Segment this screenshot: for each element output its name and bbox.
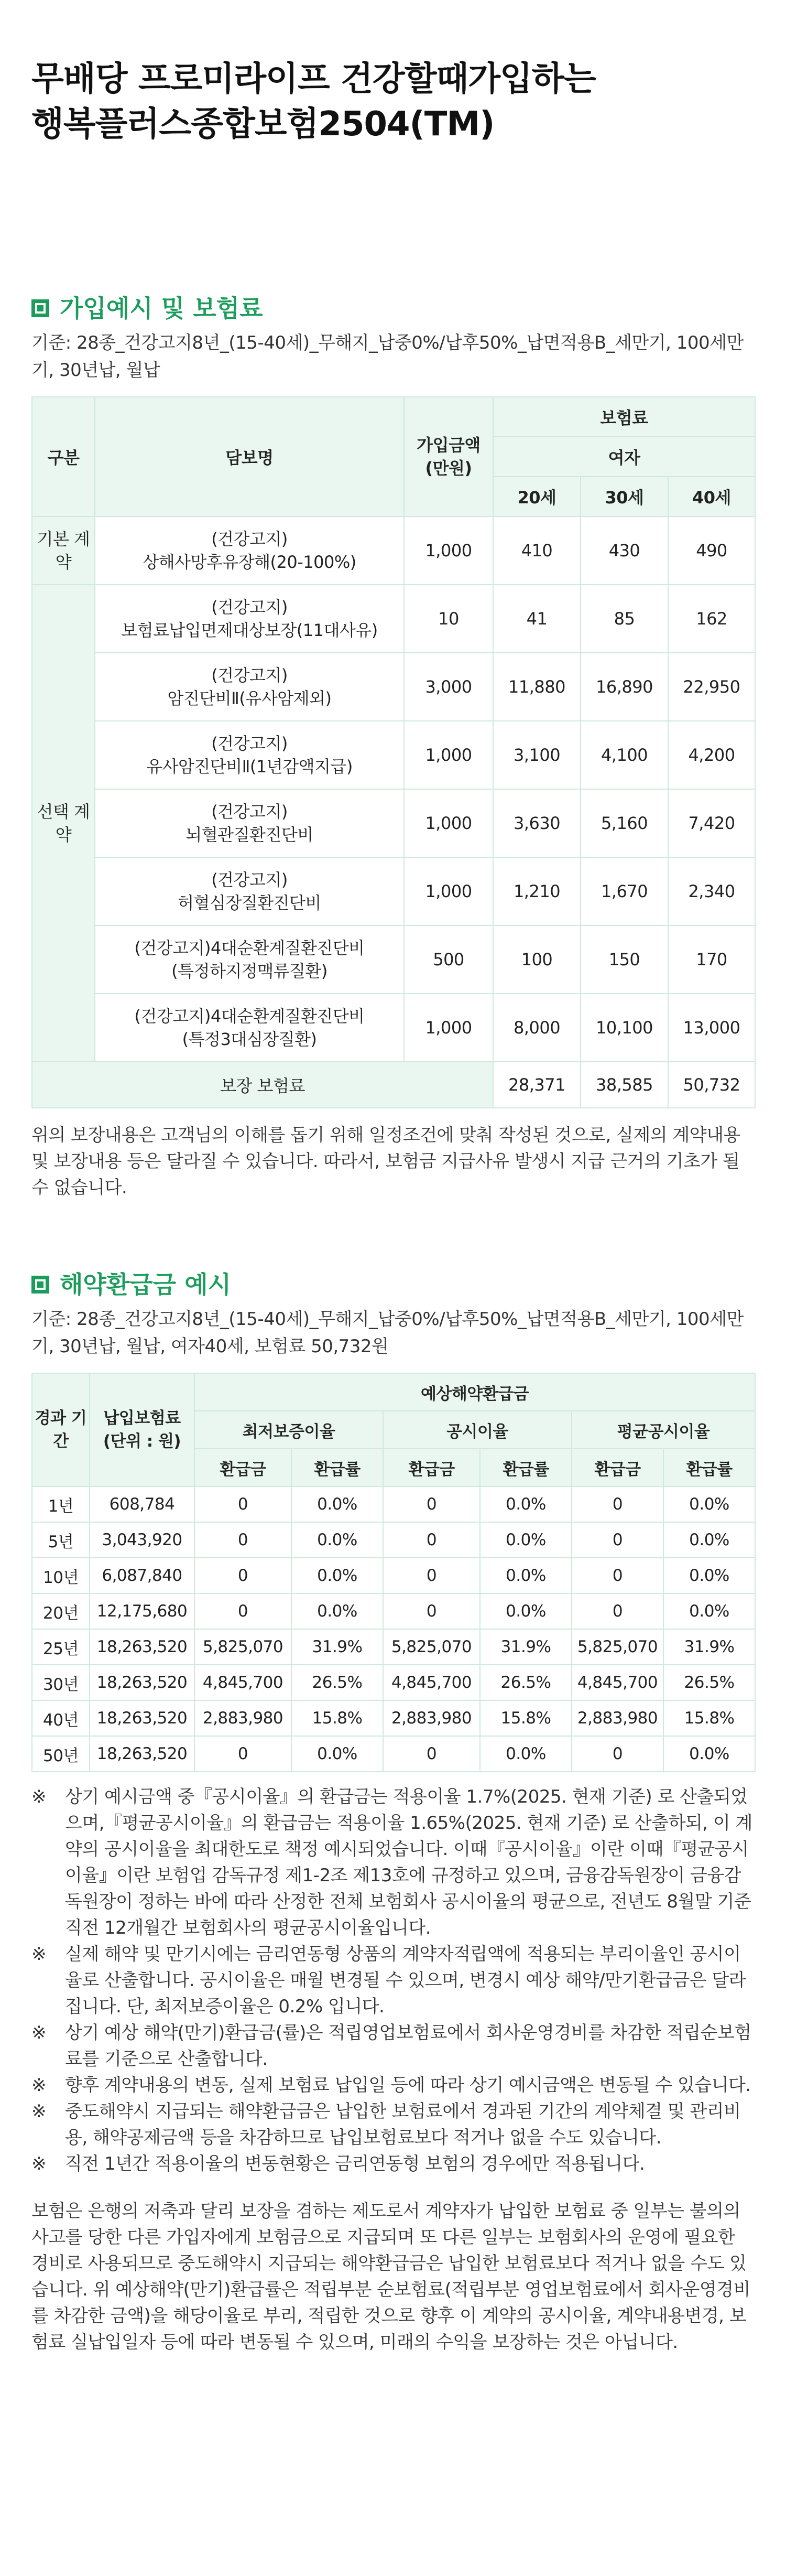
ratio-cell: 0.0%: [291, 1522, 383, 1558]
header-ratio: 환급률: [663, 1449, 755, 1486]
premium-cell: 7,420: [668, 789, 755, 857]
ratio-cell: 0.0%: [663, 1558, 755, 1593]
note-mark: ※: [31, 1944, 46, 1965]
note-item: [31, 1941, 755, 2020]
refund-cell: 4,845,700: [572, 1665, 663, 1700]
square-bullet-icon: [31, 299, 49, 317]
note-item: [31, 2151, 755, 2177]
criteria-text: 기준: 28종_건강고지8년_(15-40세)_무해지_납중0%/납후50%_납면적용B_세만기, 100세만기, 30년납, 월납: [31, 332, 744, 381]
refund-cell: 0: [572, 1522, 663, 1558]
paid-cell: 3,043,920: [90, 1522, 194, 1558]
note-mark: ※: [31, 2022, 46, 2043]
section-heading-text: 해약환급금 예시: [60, 1270, 232, 1299]
header-refund: 환급금: [572, 1449, 663, 1486]
premium-cell: 170: [668, 925, 755, 994]
premium-cell: 8,000: [493, 994, 581, 1062]
header-ratio: 환급률: [291, 1449, 383, 1486]
total-cell: 28,371: [493, 1062, 581, 1108]
table-row: [32, 789, 755, 857]
premium-cell: 41: [493, 585, 581, 653]
group-optional: 선택 계약: [32, 585, 95, 1062]
note-item: [31, 2072, 755, 2098]
refund-cell: 0: [383, 1736, 480, 1772]
paid-cell: 18,263,520: [90, 1629, 194, 1665]
section-premium-example: [31, 293, 755, 1201]
period-cell: 20년: [32, 1593, 90, 1629]
title-line-2: 행복플러스종합보험2504(TM): [31, 105, 495, 144]
ratio-cell: 0.0%: [663, 1486, 755, 1522]
table-row: [32, 1558, 755, 1593]
ratio-cell: 26.5%: [291, 1665, 383, 1700]
ratio-cell: 0.0%: [480, 1593, 572, 1629]
ratio-cell: 31.9%: [480, 1629, 572, 1665]
refund-cell: 0: [383, 1558, 480, 1593]
refund-cell: 2,883,980: [194, 1700, 291, 1736]
header-refund: 환급금: [194, 1449, 291, 1486]
refund-cell: 0: [572, 1486, 663, 1522]
table-row: [32, 1736, 755, 1772]
notes-list: [31, 1784, 755, 2177]
amount-cell: 1,000: [404, 789, 493, 857]
ratio-cell: 0.0%: [663, 1736, 755, 1772]
amount-cell: 3,000: [404, 653, 493, 721]
ratio-cell: 0.0%: [480, 1558, 572, 1593]
refund-cell: 0: [572, 1558, 663, 1593]
ratio-cell: 31.9%: [663, 1629, 755, 1665]
ratio-cell: 0.0%: [291, 1486, 383, 1522]
period-cell: 50년: [32, 1736, 90, 1772]
table-row: [32, 925, 755, 994]
note-text: 상기 예시금액 중『공시이율』의 환급금는 적용이율 1.7%(2025. 현재 기준) 로 산출되었으며,『평균공시이율』의 환급금는 적용이율 1.65%(2025. 현재 기준) 로 산출하되, 이 계약의 공시이율을 최대한도로 책정 예시되었습니다. 이때『공시이율』이란 이때『평균공시이율』이란 보험업 감독규정 제1-2조 제13호에 규정하고 있으며, 금융감독원장이 금융감독원장이 정하는 바에 따라 산정한 전체 보험회사 공시이율의 평균으로, 전년도 8월말 기준 직전 12개월간 보험회사의 평균공시이율입니다.: [65, 1786, 752, 1938]
amount-cell: 1,000: [404, 857, 493, 925]
square-bullet-icon: [31, 1276, 49, 1294]
period-cell: 30년: [32, 1665, 90, 1700]
refund-cell: 5,825,070: [572, 1629, 663, 1665]
amount-cell: 1,000: [404, 516, 493, 585]
paid-cell: 18,263,520: [90, 1700, 194, 1736]
table-row: [32, 1593, 755, 1629]
period-cell: 5년: [32, 1522, 90, 1558]
note-item: [31, 2098, 755, 2151]
premium-cell: 2,340: [668, 857, 755, 925]
premium-cell: 3,100: [493, 721, 581, 789]
header-age: 40세: [668, 477, 755, 516]
header-category: 구분: [32, 397, 95, 516]
total-cell: 38,585: [581, 1062, 668, 1108]
ratio-cell: 0.0%: [480, 1736, 572, 1772]
coverage-name: (건강고지) 뇌혈관질환진단비: [95, 789, 404, 857]
section-refund-example: [31, 1269, 755, 2355]
table-row: [32, 1700, 755, 1736]
header-period: 경과 기간: [32, 1373, 90, 1486]
period-cell: 40년: [32, 1700, 90, 1736]
premium-cell: 1,210: [493, 857, 581, 925]
header-age: 20세: [493, 477, 581, 516]
header-refund: 환급금: [383, 1449, 480, 1486]
coverage-name: (건강고지) 암진단비Ⅱ(유사암제외): [95, 653, 404, 721]
total-row: [32, 1062, 755, 1108]
header-avg-rate: 평균공시이율: [572, 1411, 755, 1449]
section-heading: [31, 293, 755, 324]
header-coverage: 담보명: [95, 397, 404, 516]
table-row: [32, 1629, 755, 1665]
table-row: [32, 585, 755, 653]
refund-cell: 5,825,070: [383, 1629, 480, 1665]
ratio-cell: 0.0%: [663, 1522, 755, 1558]
coverage-name: (건강고지)4대순환계질환진단비 (특정하지정맥류질환): [95, 925, 404, 994]
amount-cell: 500: [404, 925, 493, 994]
period-cell: 10년: [32, 1558, 90, 1593]
refund-cell: 0: [194, 1522, 291, 1558]
header-paid: 납입보험료 (단위 : 원): [90, 1373, 194, 1486]
premium-cell: 430: [581, 516, 668, 585]
paid-cell: 18,263,520: [90, 1736, 194, 1772]
total-label: 보장 보험료: [32, 1062, 493, 1108]
ratio-cell: 31.9%: [291, 1629, 383, 1665]
ratio-cell: 0.0%: [291, 1736, 383, 1772]
amount-cell: 1,000: [404, 721, 493, 789]
header-ratio: 환급률: [480, 1449, 572, 1486]
premium-cell: 11,880: [493, 653, 581, 721]
table-row: [32, 1665, 755, 1700]
premium-cell: 1,670: [581, 857, 668, 925]
ratio-cell: 15.8%: [480, 1700, 572, 1736]
refund-cell: 0: [194, 1593, 291, 1629]
premium-cell: 16,890: [581, 653, 668, 721]
page-title: [31, 0, 755, 147]
paid-cell: 12,175,680: [90, 1593, 194, 1629]
coverage-name: (건강고지) 상해사망후유장해(20-100%): [95, 516, 404, 585]
ratio-cell: 0.0%: [480, 1522, 572, 1558]
premium-cell: 150: [581, 925, 668, 994]
note-text: 실제 해약 및 만기시에는 금리연동형 상품의 계약자적립액에 적용되는 부리이율인 공시이율로 산출합니다. 공시이율은 매월 변경될 수 있으며, 변경시 예상 해약/만기환급금은 달라집니다. 단, 최저보증이율은 0.2% 입니다.: [65, 1944, 746, 2017]
paid-cell: 6,087,840: [90, 1558, 194, 1593]
refund-cell: 2,883,980: [383, 1700, 480, 1736]
header-expected: 예상해약환급금: [194, 1373, 755, 1411]
coverage-name: (건강고지) 보험료납입면제대상보장(11대사유): [95, 585, 404, 653]
refund-cell: 0: [194, 1558, 291, 1593]
refund-cell: 0: [572, 1593, 663, 1629]
ratio-cell: 26.5%: [480, 1665, 572, 1700]
table-row: [32, 1522, 755, 1558]
section-heading: [31, 1269, 755, 1300]
premium-cell: 22,950: [668, 653, 755, 721]
premium-table: [31, 396, 756, 1108]
note-mark: ※: [31, 2153, 46, 2174]
paid-cell: 608,784: [90, 1486, 194, 1522]
coverage-name: (건강고지) 유사암진단비Ⅱ(1년감액지급): [95, 721, 404, 789]
table-row: [32, 1486, 755, 1522]
refund-cell: 0: [383, 1593, 480, 1629]
ratio-cell: 0.0%: [480, 1486, 572, 1522]
table-row: [32, 516, 755, 585]
refund-table-body: [32, 1486, 755, 1772]
coverage-name: (건강고지) 허혈심장질환진단비: [95, 857, 404, 925]
paid-cell: 18,263,520: [90, 1665, 194, 1700]
premium-cell: 100: [493, 925, 581, 994]
amount-cell: 1,000: [404, 994, 493, 1062]
note-item: [31, 2020, 755, 2072]
premium-cell: 3,630: [493, 789, 581, 857]
coverage-name: (건강고지)4대순환계질환진단비 (특정3대심장질환): [95, 994, 404, 1062]
refund-table: [31, 1373, 756, 1772]
note-mark: ※: [31, 2101, 46, 2122]
header-pub-rate: 공시이율: [383, 1411, 572, 1449]
amount-cell: 10: [404, 585, 493, 653]
premium-cell: 10,100: [581, 994, 668, 1062]
table-row: [32, 721, 755, 789]
title-line-1: 무배당 프로미라이프 건강할때가입하는: [31, 60, 596, 99]
table-row: [32, 994, 755, 1062]
refund-cell: 0: [194, 1486, 291, 1522]
criteria-text: 기준: 28종_건강고지8년_(15-40세)_무해지_납중0%/납후50%_납면적용B_세만기, 100세만기, 30년납, 월납, 여자40세, 보험료 50,732원: [31, 1309, 744, 1357]
refund-cell: 0: [194, 1736, 291, 1772]
refund-cell: 4,845,700: [383, 1665, 480, 1700]
premium-cell: 13,000: [668, 994, 755, 1062]
refund-cell: 2,883,980: [572, 1700, 663, 1736]
ratio-cell: 0.0%: [291, 1593, 383, 1629]
refund-cell: 0: [383, 1486, 480, 1522]
premium-cell: 162: [668, 585, 755, 653]
premium-cell: 490: [668, 516, 755, 585]
premium-cell: 5,160: [581, 789, 668, 857]
note-item: [31, 1784, 755, 1941]
header-gender: 여자: [493, 437, 755, 477]
closing-text: 보험은 은행의 저축과 달리 보장을 겸하는 제도로서 계약자가 납입한 보험료 중 일부는 불의의 사고를 당한 다른 가입자에게 보험금으로 지급되며 또 다른 일부는 보험회사의 운영에 필요한 경비로 사용되므로 중도해약시 지급되는 해약환급금은 납입한 보험료보다 적거나 없을 수도 있습니다. 위 예상해약(만기)환급률은 적립부분 순보험료(적립부분 영업보험료에서 회사운영경비를 차감한 금액)을 해당이율로 부리, 적립한 것으로 향후 이 계약의 공시이율, 계약내용변경, 보험료 실납입일자 등에 따라 변동될 수 있으며, 미래의 수익을 보장하는 것은 아닙니다.: [31, 2201, 750, 2353]
ratio-cell: 26.5%: [663, 1665, 755, 1700]
note-text: 상기 예상 해약(만기)환급금(률)은 적립영업보험료에서 회사운영경비를 차감한 적립순보험료를 기준으로 산출합니다.: [65, 2022, 751, 2070]
note-text: 직전 1년간 적용이율의 변동현황은 금리연동형 보험의 경우에만 적용됩니다.: [65, 2153, 645, 2174]
header-premium: 보험료: [493, 397, 755, 437]
total-cell: 50,732: [668, 1062, 755, 1108]
ratio-cell: 0.0%: [291, 1558, 383, 1593]
period-cell: 1년: [32, 1486, 90, 1522]
period-cell: 25년: [32, 1629, 90, 1665]
group-basic: 기본 계약: [32, 516, 95, 585]
note-text: 중도해약시 지급되는 해약환급금은 납입한 보험료에서 경과된 기간의 계약체결 및 관리비용, 해약공제금액 등을 차감하므로 납입보험료보다 적거나 없을 수도 있습니다.: [65, 2101, 741, 2148]
disclaimer-text: 위의 보장내용은 고객님의 이해를 돕기 위해 일정조건에 맞춰 작성된 것으로, 실제의 계약내용 및 보장내용 등은 달라질 수 있습니다. 따라서, 보험금 지급사유 발생시 지급 근거의 기초가 될 수 없습니다.: [31, 1125, 740, 1198]
refund-cell: 0: [383, 1522, 480, 1558]
premium-cell: 85: [581, 585, 668, 653]
refund-cell: 5,825,070: [194, 1629, 291, 1665]
ratio-cell: 15.8%: [291, 1700, 383, 1736]
ratio-cell: 15.8%: [663, 1700, 755, 1736]
header-amount: 가입금액 (만원): [404, 397, 493, 516]
ratio-cell: 0.0%: [663, 1593, 755, 1629]
header-min-rate: 최저보증이율: [194, 1411, 383, 1449]
premium-cell: 4,100: [581, 721, 668, 789]
section-heading-text: 가입예시 및 보험료: [60, 294, 263, 322]
note-mark: ※: [31, 1786, 46, 1807]
note-mark: ※: [31, 2075, 46, 2096]
premium-cell: 410: [493, 516, 581, 585]
header-age: 30세: [581, 477, 668, 516]
refund-cell: 4,845,700: [194, 1665, 291, 1700]
table-row: [32, 857, 755, 925]
table-row: [32, 653, 755, 721]
refund-cell: 0: [572, 1736, 663, 1772]
note-text: 향후 계약내용의 변동, 실제 보험료 납입일 등에 따라 상기 예시금액은 변동될 수 있습니다.: [65, 2075, 751, 2096]
premium-cell: 4,200: [668, 721, 755, 789]
